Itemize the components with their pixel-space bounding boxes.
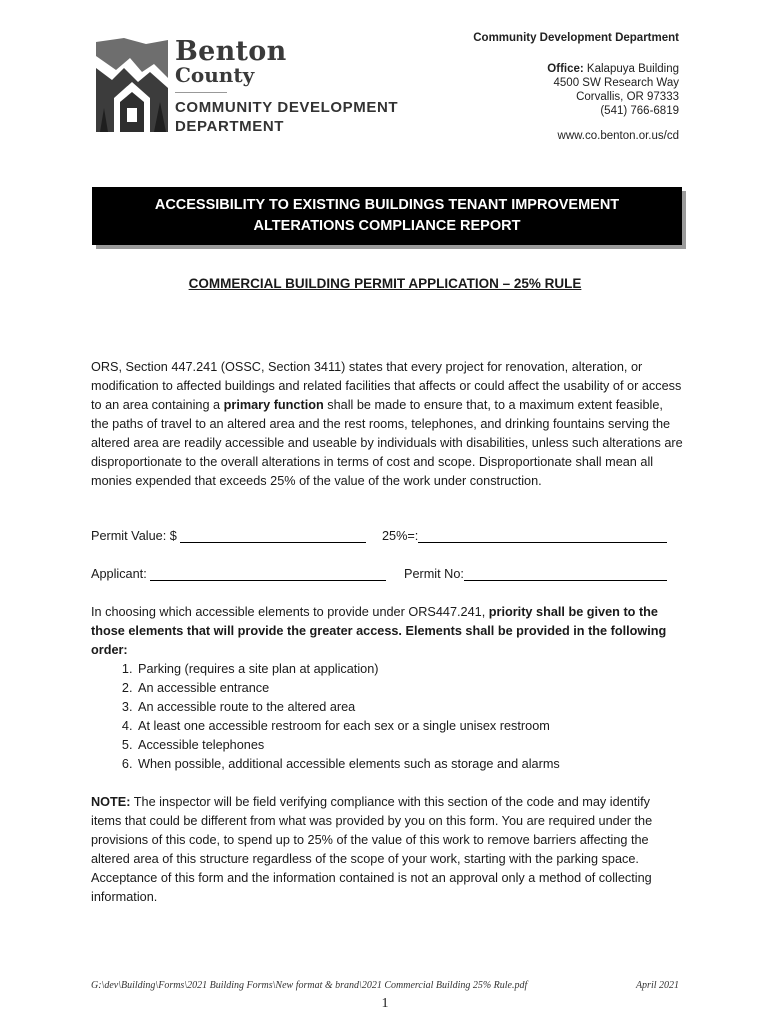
page-number: 1 — [381, 996, 389, 1011]
logo-department-line2: DEPARTMENT — [175, 118, 285, 135]
phone-number: (541) 766-6819 — [600, 105, 679, 117]
logo-county-text: County — [175, 63, 255, 87]
priority-bold-text: priority shall be given to the those elements that will provide the greater access. Elements shall be provided in the following order: — [91, 605, 667, 657]
footer-file-path: G:\dev\Building\Forms\2021 Building Forms\New format & brand\2021 Commercial Building 25% Rule.pdf — [91, 980, 528, 991]
percent-field[interactable] — [418, 528, 667, 543]
note-label: NOTE: — [91, 795, 131, 809]
list-item: 6. When possible, additional accessible elements such as storage and alarms — [136, 755, 696, 774]
note-paragraph — [91, 793, 683, 907]
contact-department: Community Development Department — [473, 32, 679, 44]
percent-row — [382, 528, 667, 543]
priority-text: In choosing which accessible elements to provide under ORS447.241, — [91, 605, 489, 619]
list-item: 4. At least one accessible restroom for each sex or a single unisex restroom — [136, 717, 696, 736]
office-value: Kalapuya Building — [586, 63, 679, 75]
permit-value-label: Permit Value: $ — [91, 529, 177, 543]
note-text: The inspector will be field verifying compliance with this section of the code and may identify items that could be different from what was provided by you on this form. You are required under the provisions of this code, to spend up to 25% of the value of this work to remove barriers affecting the altered area of this structure regardless of the scope of your work, starting with the parking space. Acceptance of this form and the information contained is not an approval only a method of collecting information. — [91, 795, 653, 904]
applicant-field[interactable] — [150, 566, 386, 581]
list-item: 2. An accessible entrance — [136, 679, 696, 698]
city-state-zip: Corvallis, OR 97333 — [576, 91, 679, 103]
permit-no-label: Permit No: — [404, 567, 464, 581]
logo-department-line1: COMMUNITY DEVELOPMENT — [175, 99, 399, 116]
list-item: 1. Parking (requires a site plan at application) — [136, 660, 696, 679]
page-subtitle: COMMERCIAL BUILDING PERMIT APPLICATION – 25% RULE — [188, 276, 582, 291]
intro-text-1: ORS, Section 447.241 (OSSC, Section 3411) states that every project for renovation, alteration, or modification to affected buildings and related facilities that affects or could affect the usability of or access to an area containing a — [91, 360, 682, 412]
title-banner — [92, 187, 682, 245]
list-item: 5. Accessible telephones — [136, 736, 696, 755]
logo-divider — [175, 92, 227, 93]
permit-no-row — [404, 566, 667, 581]
permit-value-field[interactable] — [180, 528, 366, 543]
priority-paragraph — [91, 603, 683, 660]
applicant-row — [91, 566, 386, 581]
list-item: 3. An accessible route to the altered area — [136, 698, 696, 717]
intro-paragraph — [91, 358, 683, 491]
website-link[interactable]: www.co.benton.or.us/cd — [557, 130, 679, 142]
permit-value-row — [91, 528, 366, 543]
banner-title-line2: ALTERATIONS COMPLIANCE REPORT — [253, 218, 521, 234]
banner-title-line1: ACCESSIBILITY TO EXISTING BUILDINGS TENANT IMPROVEMENT — [154, 197, 620, 213]
percent-label: 25%=: — [382, 529, 419, 543]
contact-address — [547, 62, 679, 118]
logo-benton-text: Benton — [175, 36, 287, 67]
intro-bold-term: primary function — [223, 398, 324, 412]
street-address: 4500 SW Research Way — [553, 77, 679, 89]
permit-no-field[interactable] — [464, 566, 667, 581]
intro-text-2: shall be made to ensure that, to a maximum extent feasible, the paths of travel to an altered area and the rest rooms, telephones, and drinking fountains serving the altered area are readily accessible and useable by individuals with disabilities, unless such alterations are disproportionate to the overall alterations in terms of cost and scope. Disproportionate shall mean all monies expended that exceeds 25% of the value of the work under construction. — [91, 398, 683, 488]
footer-date: April 2021 — [635, 980, 679, 991]
applicant-label: Applicant: — [91, 567, 147, 581]
benton-county-logo-mark — [94, 38, 170, 134]
priority-list — [112, 660, 696, 774]
office-label: Office: — [547, 63, 584, 75]
